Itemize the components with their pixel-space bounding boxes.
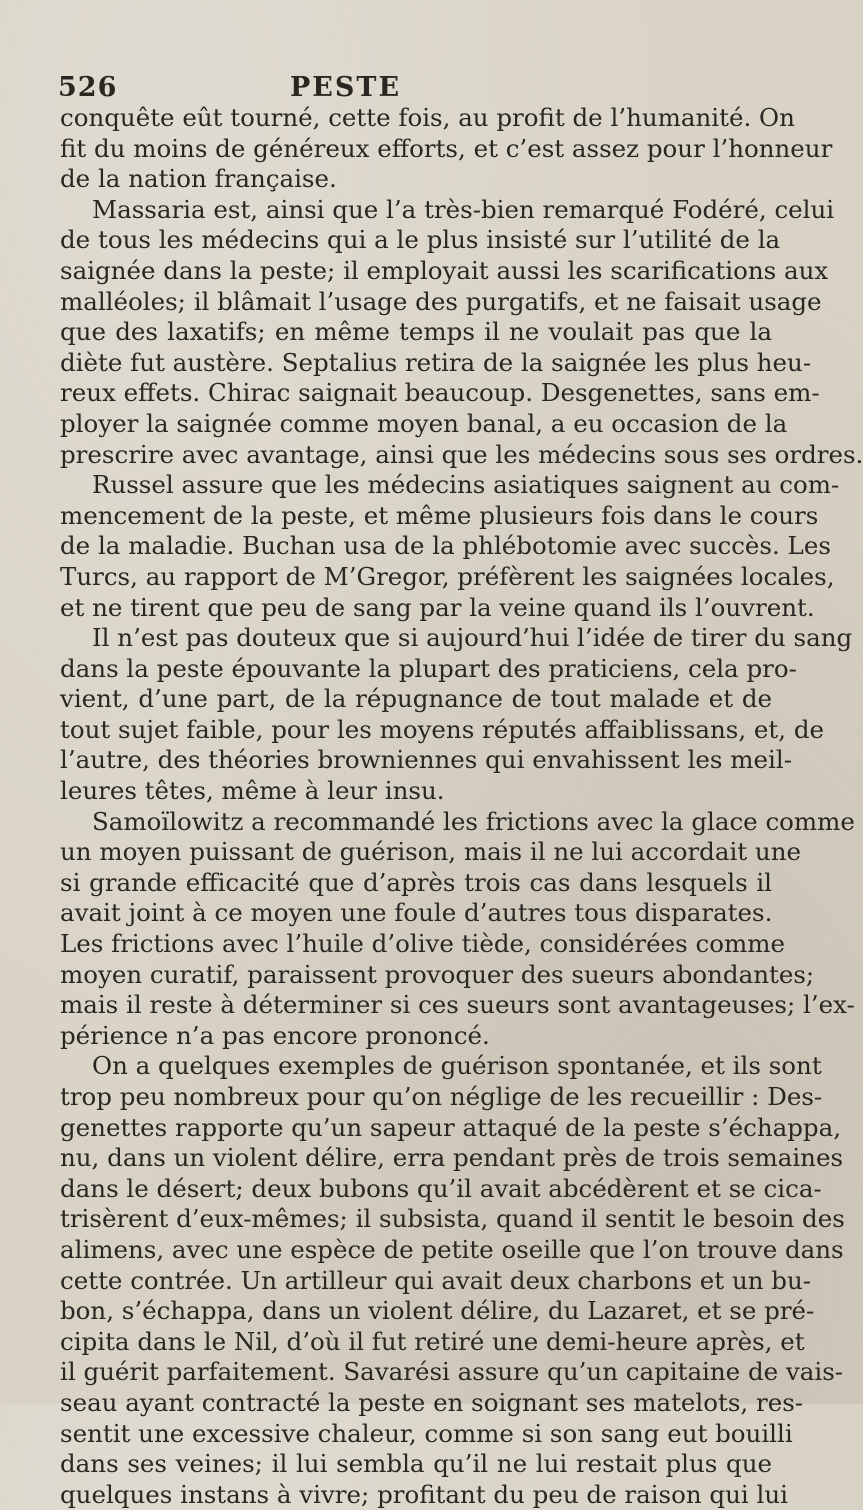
text-line: avait joint à ce moyen une foule d’autres tous disparates. bbox=[60, 898, 773, 928]
text-line: mais il reste à déterminer si ces sueurs sont avantageuses; l’ex- bbox=[60, 990, 855, 1020]
text-line: dans ses veines; il lui sembla qu’il ne lui restait plus que bbox=[60, 1449, 772, 1479]
body-text bbox=[60, 103, 863, 1510]
text-line: moyen curatif, paraissent provoquer des sueurs abondantes; bbox=[60, 959, 815, 989]
text-line: de la maladie. Buchan usa de la phlébotomie avec succès. Les bbox=[60, 531, 831, 561]
text-line: il guérit parfaitement. Savarési assure qu’un capitaine de vais- bbox=[60, 1357, 844, 1387]
text-line: quelques instans à vivre; profitant du peu de raison qui lui bbox=[60, 1479, 788, 1509]
text-line: dans le désert; deux bubons qu’il avait abcédèrent et se cica- bbox=[60, 1173, 822, 1203]
text-line: si grande efficacité que d’après trois cas dans lesquels il bbox=[60, 867, 772, 897]
text-line: nu, dans un violent délire, erra pendant près de trois semaines bbox=[60, 1143, 844, 1173]
text-line: trop peu nombreux pour qu’on néglige de les recueillir : Des- bbox=[60, 1082, 823, 1111]
text-line: conquête eût tourné, cette fois, au profit de l’humanité. On bbox=[60, 103, 795, 132]
text-line: vient, d’une part, de la répugnance de tout malade et de bbox=[60, 684, 772, 714]
text-line: leures têtes, même à leur insu. bbox=[60, 776, 445, 806]
text-line: seau ayant contracté la peste en soignant ses matelots, res- bbox=[60, 1387, 804, 1417]
text-line: de tous les médecins qui a le plus insisté sur l’utilité de la bbox=[60, 225, 781, 255]
text-line: tout sujet faible, pour les moyens réputés affaiblissans, et, de bbox=[60, 714, 825, 744]
text-line: de la nation française. bbox=[60, 164, 337, 194]
text-line: diète fut austère. Septalius retira de la saignée les plus heu- bbox=[60, 347, 812, 377]
text-line: Russel assure que les médecins asiatiques saignent au com- bbox=[92, 470, 840, 500]
text-line: mencement de la peste, et même plusieurs fois dans le cours bbox=[60, 500, 819, 530]
text-line: trisèrent d’eux-mêmes; il subsista, quand il sentit le besoin des bbox=[60, 1204, 845, 1234]
text-line: Turcs, au rapport de M’Gregor, préfèrent les saignées locales, bbox=[60, 561, 835, 591]
text-line: Les frictions avec l’huile d’olive tiède, considérées comme bbox=[60, 929, 785, 959]
text-line: Samoïlowitz a recommandé les frictions avec la glace comme bbox=[92, 806, 855, 836]
text-line: fit du moins de généreux efforts, et c’est assez pour l’honneur bbox=[60, 133, 833, 163]
text-line: que des laxatifs; en même temps il ne voulait pas que la bbox=[60, 317, 772, 347]
text-line: Massaria est, ainsi que l’a très-bien remarqué Fodéré, celui bbox=[92, 194, 835, 224]
text-line: On a quelques exemples de guérison spontanée, et ils sont bbox=[92, 1051, 822, 1081]
text-line: prescrire avec avantage, ainsi que les médecins sous ses ordres. bbox=[60, 439, 863, 469]
text-line: cipita dans le Nil, d’où il fut retiré une demi-heure après, et bbox=[60, 1326, 805, 1356]
text-line: un moyen puissant de guérison, mais il ne lui accordait une bbox=[60, 837, 801, 867]
running-title: PESTE bbox=[290, 72, 402, 103]
text-line: saignée dans la peste; il employait aussi les scarifications aux bbox=[60, 255, 829, 285]
text-line: bon, s’échappa, dans un violent délire, du Lazaret, et se pré- bbox=[60, 1296, 815, 1326]
text-line: reux effets. Chirac saignait beaucoup. Desgenettes, sans em- bbox=[60, 378, 820, 408]
text-line: l’autre, des théories browniennes qui envahissent les meil- bbox=[60, 745, 792, 775]
text-line: malléoles; il blâmait l’usage des purgatifs, et ne faisait usage bbox=[60, 286, 822, 316]
text-line: genettes rapporte qu’un sapeur attaqué de la peste s’échappa, bbox=[60, 1112, 841, 1142]
text-line: et ne tirent que peu de sang par la veine quand ils l’ouvrent. bbox=[60, 592, 815, 622]
text-line: ployer la saignée comme moyen banal, a eu occasion de la bbox=[60, 408, 788, 438]
text-line: cette contrée. Un artilleur qui avait deux charbons et un bu- bbox=[60, 1265, 812, 1295]
text-line: sentit une excessive chaleur, comme si son sang eut bouilli bbox=[60, 1418, 793, 1448]
text-line: périence n’a pas encore prononcé. bbox=[60, 1020, 490, 1050]
text-line: Il n’est pas douteux que si aujourd’hui l’idée de tirer du sang bbox=[92, 623, 853, 653]
text-line: dans la peste épouvante la plupart des praticiens, cela pro- bbox=[60, 653, 797, 683]
text-line: alimens, avec une espèce de petite oseille que l’on trouve dans bbox=[60, 1234, 844, 1264]
page-number: 526 bbox=[58, 72, 118, 103]
